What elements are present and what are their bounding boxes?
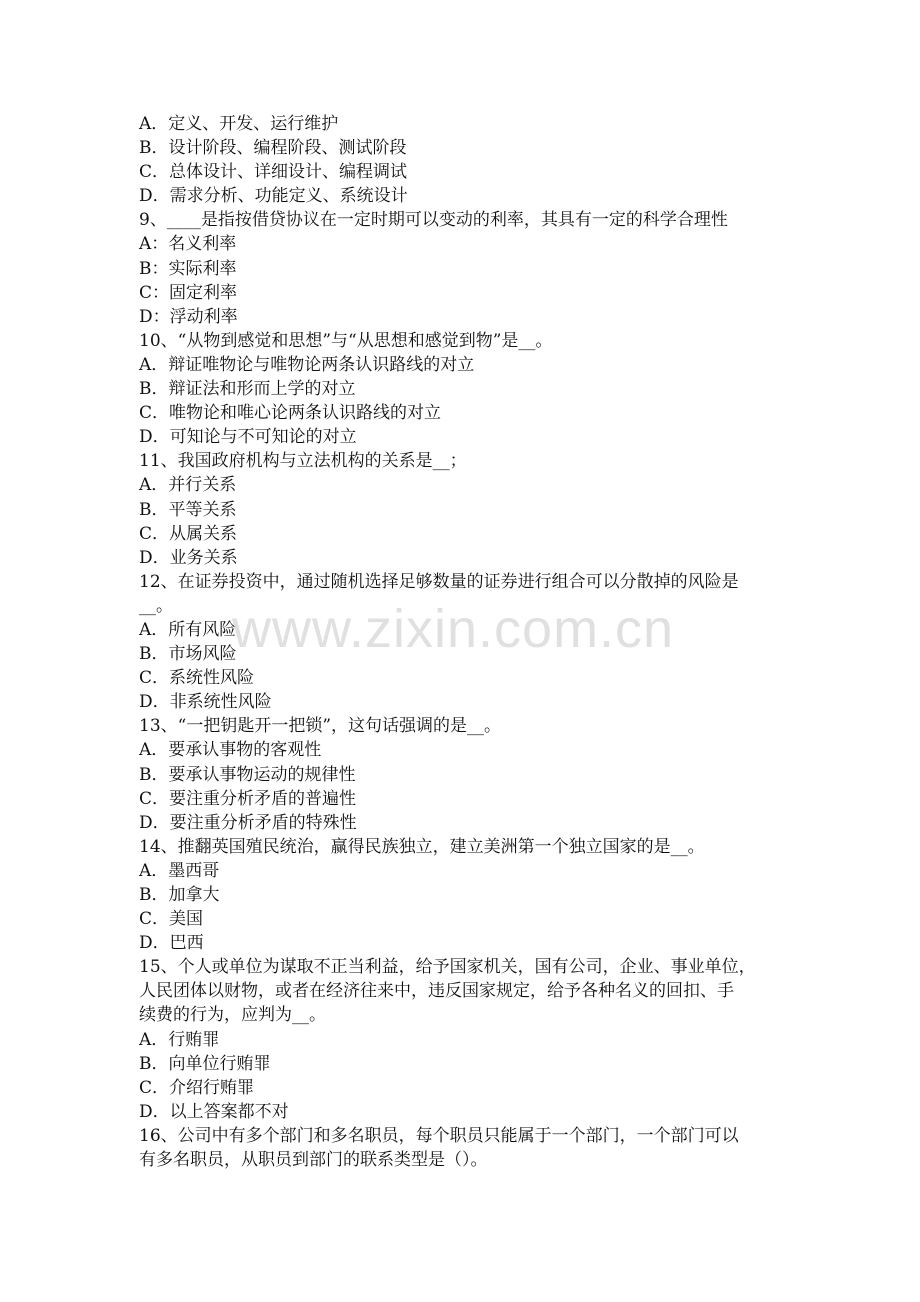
option-line: D：浮动利率 [139,306,238,327]
option-line: A．行贿罪 [139,1029,220,1050]
option-line: C．介绍行贿罪 [139,1077,255,1098]
question-13: 13、“一把钥匙开一把锁”，这句话强调的是__。 [139,716,502,737]
option-line: B．设计阶段、编程阶段、测试阶段 [139,138,407,159]
option-line: C．总体设计、详细设计、编程调试 [139,162,408,183]
option-line: A．辩证唯物论与唯物论两条认识路线的对立 [139,354,475,375]
question-14: 14、推翻英国殖民统治，赢得民族独立，建立美洲第一个独立国家的是__。 [139,836,705,857]
question-12: 12、在证券投资中，通过随机选择足够数量的证券进行组合可以分散掉的风险是 [139,571,739,592]
option-line: D．巴西 [139,933,204,954]
option-line: B．辩证法和形而上学的对立 [139,379,356,400]
option-line: A．定义、开发、运行维护 [139,114,339,134]
option-line: D．以上答案都不对 [139,1101,289,1122]
option-line: B．平等关系 [139,499,237,520]
option-line: D．可知论与不可知论的对立 [139,427,357,448]
option-line: C．美国 [139,909,204,930]
option-line: B．加拿大 [139,885,220,905]
question-16: 16、公司中有多个部门和多名职员，每个职员只能属于一个部门，一个部门可以 [139,1125,739,1146]
option-line: A．所有风险 [139,619,237,640]
option-line: A．并行关系 [139,475,237,496]
option-line: D．业务关系 [139,547,238,568]
option-line: A．要承认事物的客观性 [139,740,322,761]
question-9: 9、____是指按借贷协议在一定时期可以变动的利率，其具有一定的科学合理性 [139,210,728,231]
option-line: C．唯物论和唯心论两条认识路线的对立 [139,403,442,424]
option-line: C：固定利率 [139,282,238,303]
option-line: D．非系统性风险 [139,692,272,713]
option-line: A．墨西哥 [139,860,220,881]
option-line: C．从属关系 [139,523,238,544]
question-15: 15、个人或单位为谋取不正当利益，给予国家机关，国有公司，企业、事业单位， [139,957,756,978]
option-line: D．要注重分析矛盾的特殊性 [139,812,357,833]
question-text-body [139,112,789,1172]
option-line: A：名义利率 [139,234,237,255]
option-line: C．系统性风险 [139,668,255,689]
question-15-continued: 续费的行为，应判为__。 [139,1005,326,1026]
question-16-continued: 有多名职员，从职员到部门的联系类型是（）。 [139,1150,488,1171]
option-line: B．向单位行贿罪 [139,1053,271,1074]
option-line: B：实际利率 [139,258,237,279]
option-line: D．需求分析、功能定义、系统设计 [139,186,408,207]
question-11: 11、我国政府机构与立法机构的关系是__； [139,451,467,472]
question-15-continued: 人民团体以财物，或者在经济往来中，违反国家规定，给予各种名义的回扣、手 [139,981,734,1002]
watermark-text: www.zixin.com.cn [232,599,675,659]
option-line: C．要注重分析矛盾的普遍性 [139,788,357,809]
option-line: B．要承认事物运动的规律性 [139,764,356,785]
option-line: B．市场风险 [139,644,237,665]
question-10: 10、“从物到感觉和思想”与“从思想和感觉到物”是__。 [139,330,553,351]
question-12-continued: __。 [139,595,173,616]
